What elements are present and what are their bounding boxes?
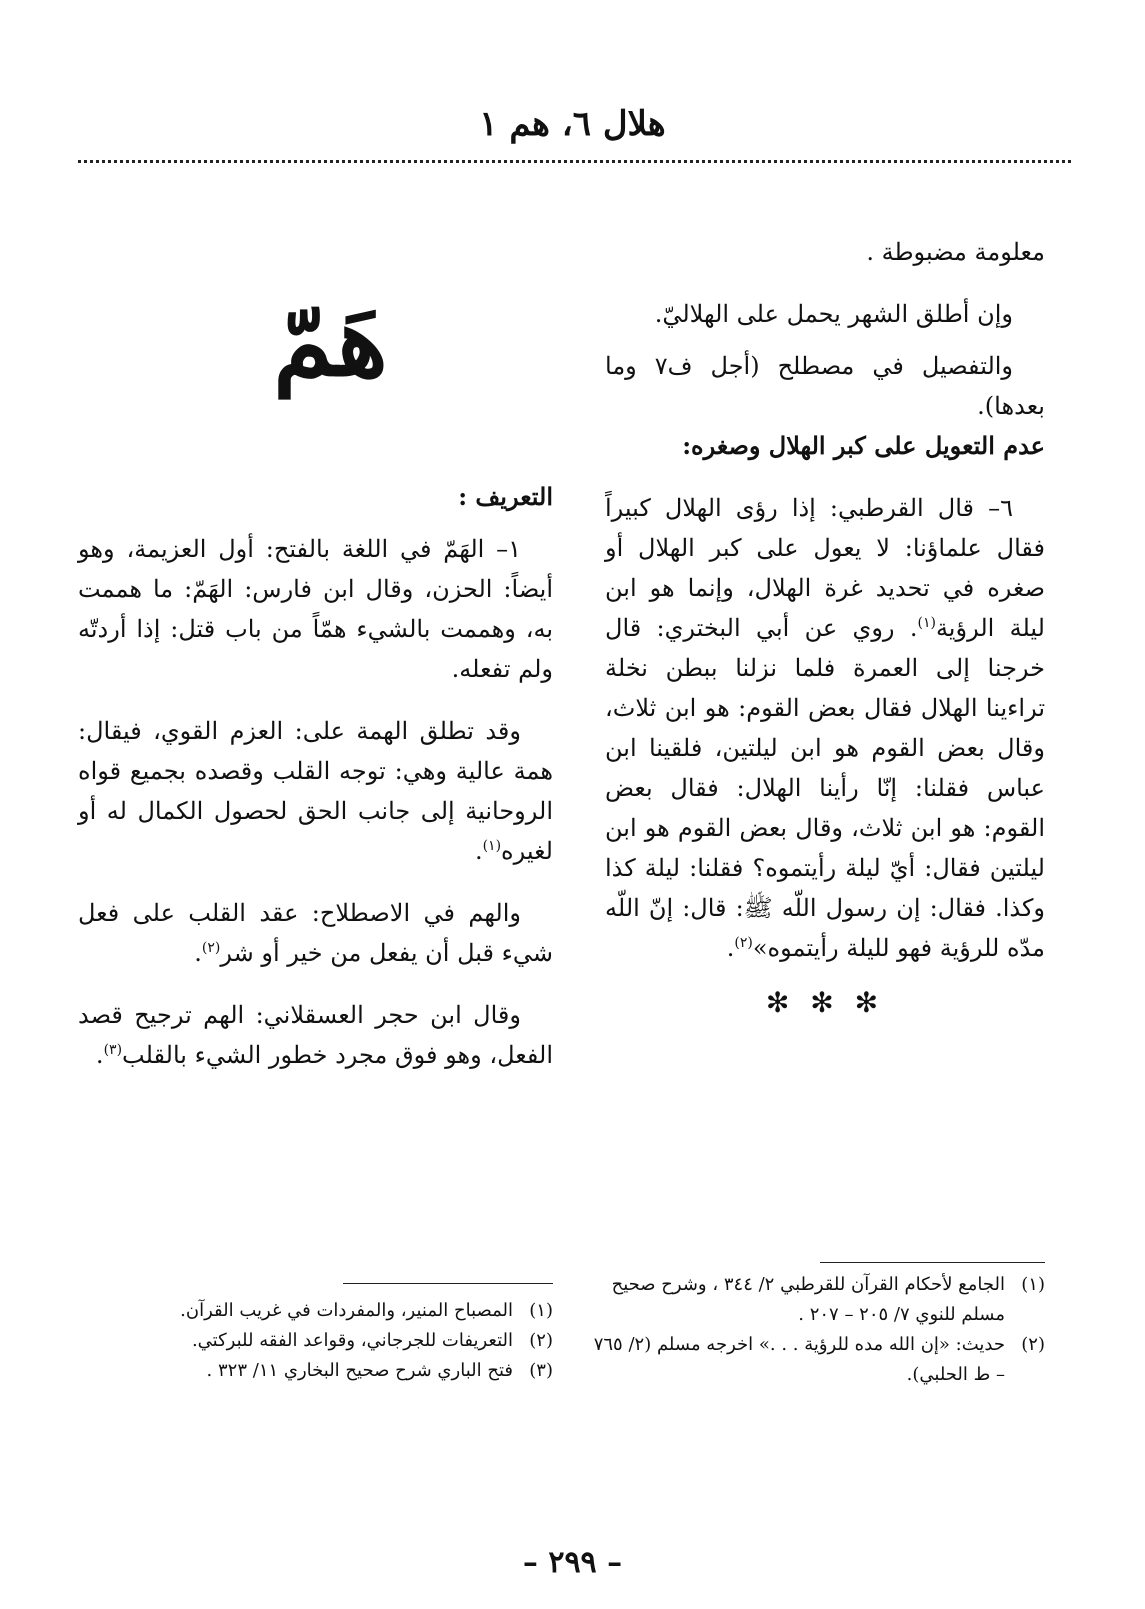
footnote-text: الجامع لأحكام القرآن للقرطبي ٢/ ٣٤٤ ، وشرح صحيح مسلم للنوي ٧/ ٢٠٥ – ٢٠٧ . [611, 1274, 1005, 1325]
paragraph [605, 488, 1045, 968]
footnote-number: (١) [529, 1300, 553, 1321]
footnote-number: (٢) [529, 1330, 553, 1351]
paragraph: ١– الهَمّ في اللغة بالفتح: أول العزيمة، وهو أيضاً: الحزن، وقال ابن فارس: الهَمّ: ما هممت به، وهممت بالشيء همّاً من باب قتل: إذا أردتّه ولم تفعله. [78, 535, 553, 683]
paragraph-text: وقد تطلق الهمة على: العزم القوي، فيقال: همة عالية وهي: توجه القلب وقصده بجميع قواه الروحانية إلى جانب الحق لحصول الكمال له أو لغيره [78, 717, 554, 865]
page-number: – ٢٩٩ – [522, 1545, 623, 1580]
footnote-item [78, 1326, 553, 1356]
paragraph-text: وقال ابن حجر العسقلاني: الهم ترجيح قصد الفعل، وهو فوق مجرد خطور الشيء بالقلب [78, 1001, 553, 1069]
paragraph-text: . [726, 934, 735, 962]
footnote-ref: (٣) [103, 1042, 123, 1058]
paragraph [78, 995, 553, 1075]
footnote-item [78, 1356, 553, 1386]
paragraph [78, 893, 553, 973]
footnote-item [78, 1296, 553, 1326]
footnote-ref: (٢) [201, 940, 221, 956]
section-heading: عدم التعويل على كبر الهلال وصغره: [682, 431, 1045, 460]
footnote-rule [820, 1262, 1045, 1263]
paragraph-text: . [95, 1041, 104, 1069]
footnote-number: (٣) [529, 1360, 553, 1381]
paragraph-text: . [474, 837, 483, 865]
paragraph [78, 711, 553, 871]
running-header: هلال ٦، هم ١ [479, 104, 666, 144]
footnote-text: المصباح المنير، والمفردات في غريب القرآن. [180, 1300, 513, 1321]
footnote-number: (٢) [1021, 1334, 1045, 1355]
footnote-item [592, 1330, 1045, 1390]
footnotes-right [592, 1270, 1045, 1390]
footnotes-left [78, 1296, 553, 1386]
footnote-ref: (٢) [734, 935, 753, 951]
paragraph-text: ٦– قال القرطبي: إذا رؤى الهلال كبيراً فقال علماؤنا: لا يعول على كبر الهلال أو صغره في تحديد غرة الهلال، وإنما هو ابن ليلة الرؤية [605, 494, 1045, 642]
paragraph-text: والهم في الاصطلاح: عقد القلب على فعل شيء قبل أن يفعل من خير أو شر [78, 899, 553, 967]
entry-title: هَمّ [273, 285, 388, 398]
footnote-text: فتح الباري شرح صحيح البخاري ١١/ ٣٢٣ . [206, 1360, 513, 1381]
footnote-text: حديث: «إن الله مده للرؤية . . .» اخرجه مسلم (٢/ ٧٦٥ – ط الحلبي). [593, 1334, 1005, 1385]
footnote-ref: (١) [482, 838, 502, 854]
footnote-ref: (١) [917, 615, 936, 631]
section-heading: التعريف : [458, 482, 553, 511]
paragraph: معلومة مضبوطة . [866, 238, 1045, 266]
paragraph: وإن أطلق الشهر يحمل على الهلاليّ. [654, 300, 1013, 328]
footnote-item [592, 1270, 1045, 1330]
section-separator-stars: ✻ ✻ ✻ [765, 986, 885, 1019]
paragraph: والتفصيل في مصطلح (أجل ف٧ وما بعدها). [605, 352, 1045, 420]
left-column [78, 232, 553, 1075]
header-dotted-rule [78, 160, 1071, 163]
right-column [605, 232, 1045, 1019]
paragraph-text: . [194, 939, 202, 967]
paragraph-text: . روي عن أبي البختري: قال خرجنا إلى العمرة فلما نزلنا ببطن نخلة تراءينا الهلال فقال بعض القوم: هو ابن ثلاث، وقال بعض القوم هو ابن ليلتين، فلقينا ابن عباس فقلنا: إنّا رأينا الهلال: فقال بعض القوم: هو ابن ثلاث، وقال بعض القوم هو ابن ليلتين فقال: أيّ ليلة رأيتموه؟ فقلنا: ليلة كذا وكذا. فقال: إن رسول اللّه ﷺ: قال: إنّ اللّه مدّه للرؤية فهو لليلة رأيتموه» [605, 614, 1045, 962]
footnote-rule [343, 1283, 553, 1284]
footnote-number: (١) [1021, 1274, 1045, 1295]
footnote-text: التعريفات للجرجاني، وقواعد الفقه للبركتي. [191, 1330, 513, 1351]
